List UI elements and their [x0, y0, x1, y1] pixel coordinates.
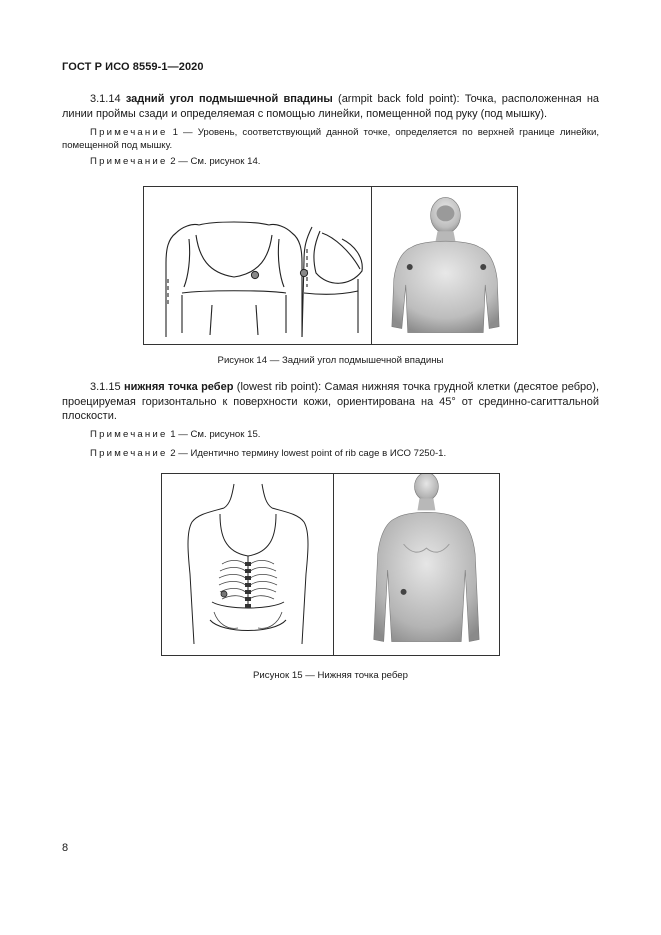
term-title: нижняя точка ребер [123, 381, 234, 393]
figure-14 [143, 186, 518, 345]
note-label: Примечание [90, 127, 168, 138]
note-label: Примечание [90, 448, 168, 459]
back-torso-line-drawing [144, 187, 371, 344]
armpit-marker-scan-right [480, 264, 486, 270]
figure-14-3d-scan [371, 187, 517, 344]
note-text: 1 — См. рисунок 15. [170, 429, 261, 440]
figure-15 [161, 473, 500, 656]
note-2-paragraph [62, 155, 599, 168]
note-label: Примечание [90, 156, 168, 167]
term-definition: (lowest rib point): Самая нижняя точка грудной клетки (десятое ребро), проецируемая горизонтально к поверхности кожи, ориентирована на 45° от срединно-сагиттальной плоскости. [62, 381, 599, 423]
rib-point-marker-drawing [221, 591, 227, 597]
term-paragraph-3-1-15 [62, 380, 599, 424]
armpit-marker-side [300, 269, 307, 276]
figure-15-line-drawing [162, 474, 333, 655]
figure-15-3d-scan [333, 474, 499, 655]
term-title: задний угол подмышечной впадины [125, 93, 333, 105]
term-number: 3.1.15 [90, 381, 121, 393]
front-body-scan-image [334, 474, 499, 655]
figure-14-line-drawings [144, 187, 371, 344]
front-torso-ribcage-drawing [162, 474, 333, 655]
note-text: 1 — Уровень, соответствующий данной точке, определяется по верхней границе линейки, помещенной под мышку. [62, 127, 599, 151]
term-number: 3.1.14 [90, 93, 121, 105]
note-text: 2 — Идентично термину lowest point of rib cage в ИСО 7250-1. [170, 448, 447, 459]
term-definition: (armpit back fold point): Точка, расположенная на линии проймы сзади и определяемая с помощью линейки, помещенной под руку (под мышку). [62, 93, 600, 120]
figure-14-caption: Рисунок 14 — Задний угол подмышечной впадины [217, 355, 444, 366]
note-1-paragraph [62, 126, 599, 152]
figure-15-caption: Рисунок 15 — Нижняя точка ребер [253, 670, 408, 681]
note-2-paragraph [62, 447, 599, 460]
page-number: 8 [62, 842, 69, 854]
note-1-paragraph [62, 428, 599, 441]
armpit-marker-back [251, 271, 258, 278]
term-paragraph-3-1-14 [62, 92, 599, 121]
document-header: ГОСТ Р ИСО 8559-1—2020 [62, 61, 204, 73]
armpit-marker-scan-left [407, 264, 413, 270]
rib-point-marker-scan [401, 589, 407, 595]
note-label: Примечание [90, 429, 168, 440]
back-body-scan-image [372, 187, 517, 344]
note-text: 2 — См. рисунок 14. [170, 156, 261, 167]
